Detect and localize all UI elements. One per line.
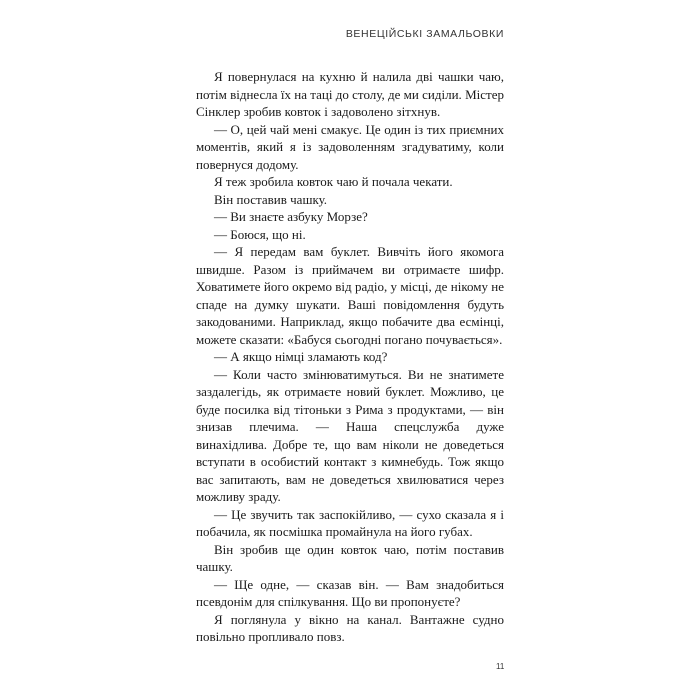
paragraph: — Коли часто змінюватимуться. Ви не знатимете заздалегідь, як отримаєте новий буклет. Можливо, це буде посилка від тітоньки з Рима з продуктами, — він знизав плечима. — Наша спецслужба дуже винахідлива. Добре те, що вам ніколи не доведеться вступати в особистий контакт з кимнебудь. Тож якщо вас запитають, вам не доведеться хвилюватися через можливу зраду. bbox=[196, 366, 504, 504]
paragraph: Він зробив ще один ковток чаю, потім поставив чашку. bbox=[196, 541, 504, 574]
paragraph: — О, цей чай мені смакує. Це один із тих приємних моментів, який я із задоволенням згадуватиму, коли повернуся додому. bbox=[196, 121, 504, 172]
paragraph: — Я передам вам буклет. Вивчіть його якомога швидше. Разом із приймачем ви отримаєте шифр. Ховатимете його окремо від радіо, у місці, де нікому не спаде на думку шукати. Ваші повідомлення будуть закодованими. Наприклад, якщо побачите два есмінці, можете сказати: «Бабуся сьогодні погано почувається». bbox=[196, 244, 504, 347]
running-head: ВЕНЕЦІЙСЬКІ ЗАМАЛЬОВКИ bbox=[345, 28, 504, 40]
paragraph: — Боюся, що ні. bbox=[214, 226, 306, 242]
paragraph: — Ще одне, — сказав він. — Вам знадобиться псевдонім для спілкування. Що ви пропонуєте? bbox=[196, 576, 504, 609]
paragraph: — А якщо німці зламають код? bbox=[214, 349, 388, 364]
paragraph: Я повернулася на кухню й налила дві чашки чаю, потім віднесла їх на таці до столу, де ми сиділи. Містер Сінклер зробив ковток і задоволено зітхнув. bbox=[196, 69, 504, 119]
page-number: 11 bbox=[496, 662, 505, 671]
paragraph: — Ви знаєте азбуку Морзе? bbox=[214, 209, 368, 224]
body-text bbox=[196, 68, 504, 646]
paragraph: Я теж зробила ковток чаю й почала чекати. bbox=[214, 174, 453, 189]
paragraph: Я поглянула у вікно на канал. Вантажне судно повільно пропливало повз. bbox=[196, 611, 504, 644]
paragraph: — Це звучить так заспокійливо, — сухо сказала я і побачила, як посмішка промайнула на його губах. bbox=[196, 506, 504, 539]
paragraph: Він поставив чашку. bbox=[214, 191, 328, 207]
